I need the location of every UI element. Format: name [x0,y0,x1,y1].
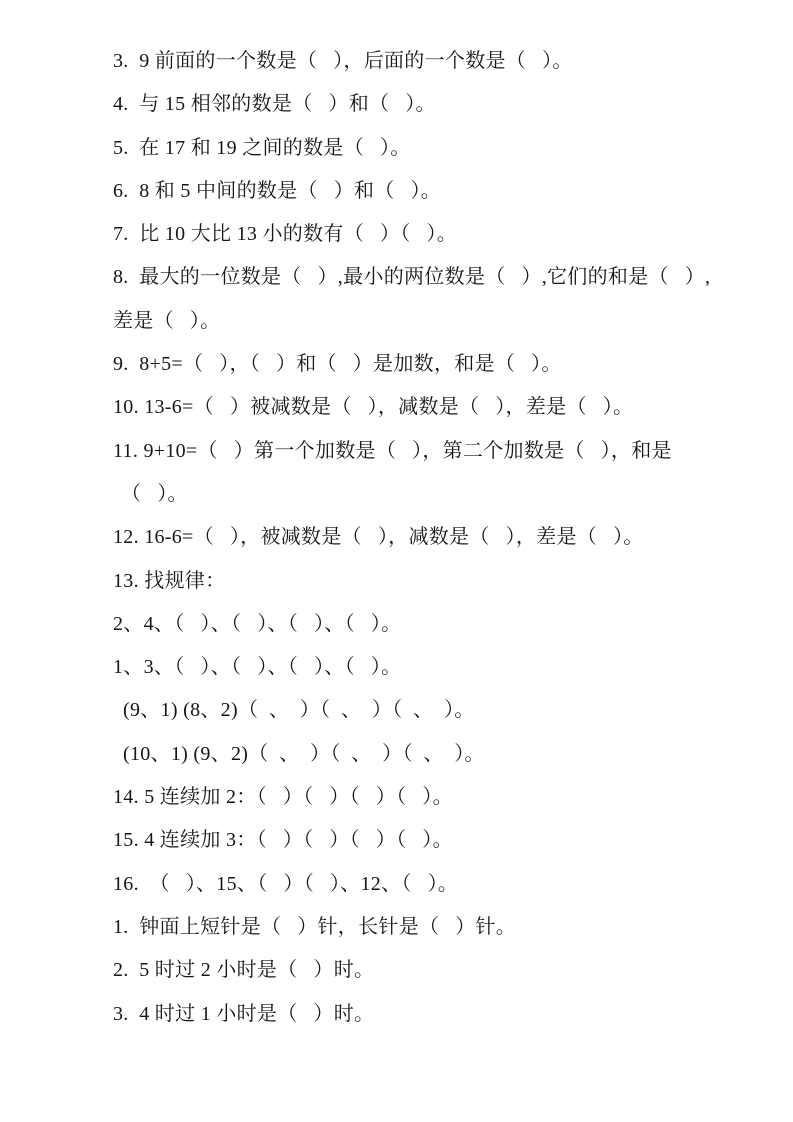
question-13: 13. 找规律： [113,569,226,592]
question-9: 9. 8+5=（ ），（ ）和（ ）是加数，和是（ ）。 [113,353,562,376]
pattern-sequence-2: 1、3、（ ）、（ ）、（ ）、（ ）。 [113,656,402,679]
question-4: 4. 与 15 相邻的数是（ ）和（ ）。 [113,93,436,116]
question-10: 10. 13-6=（ ）被减数是（ ），减数是（ ），差是（ ）。 [113,396,634,419]
pattern-sequence-1: 2、4、（ ）、（ ）、（ ）、（ ）。 [113,612,402,635]
question-6: 6. 8 和 5 中间的数是（ ）和（ ）。 [113,179,442,202]
clock-question-1: 1. 钟面上短针是（ ）针，长针是（ ）针。 [113,915,517,938]
question-5: 5. 在 17 和 19 之间的数是（ ）。 [113,136,411,159]
clock-question-2: 2. 5 时过 2 小时是（ ）时。 [113,959,375,982]
question-16: 16. （ ）、15、（ ）（ ）、12、（ ）。 [113,872,459,895]
question-15: 15. 4 连续加 3：（ ）（ ）（ ）（ ）。 [113,829,453,852]
question-8-continuation: 差是（ ）。 [113,309,221,332]
question-11: 11. 9+10=（ ）第一个加数是（ ），第二个加数是（ ），和是 [113,439,672,462]
question-8: 8. 最大的一位数是（ ）,最小的两位数是（ ）,它们的和是（ ）, [113,266,711,289]
question-12: 12. 16-6=（ ），被减数是（ ），减数是（ ），差是（ ）。 [113,526,644,549]
question-14: 14. 5 连续加 2：（ ）（ ）（ ）（ ）。 [113,786,453,809]
question-7: 7. 比 10 大比 13 小的数有（ ）（ ）。 [113,223,457,246]
pattern-sequence-4: (10、1) (9、2)（ 、 ）（ 、 ）（ 、 ）。 [123,742,485,765]
pattern-sequence-3: (9、1) (8、2)（ 、 ）（ 、 ）（ 、 ）。 [123,699,475,722]
clock-question-3: 3. 4 时过 1 小时是（ ）时。 [113,1002,375,1025]
worksheet-content [113,40,785,1036]
question-11-continuation: （ ）。 [121,482,188,505]
question-3: 3. 9 前面的一个数是（ ），后面的一个数是（ ）。 [113,50,573,72]
